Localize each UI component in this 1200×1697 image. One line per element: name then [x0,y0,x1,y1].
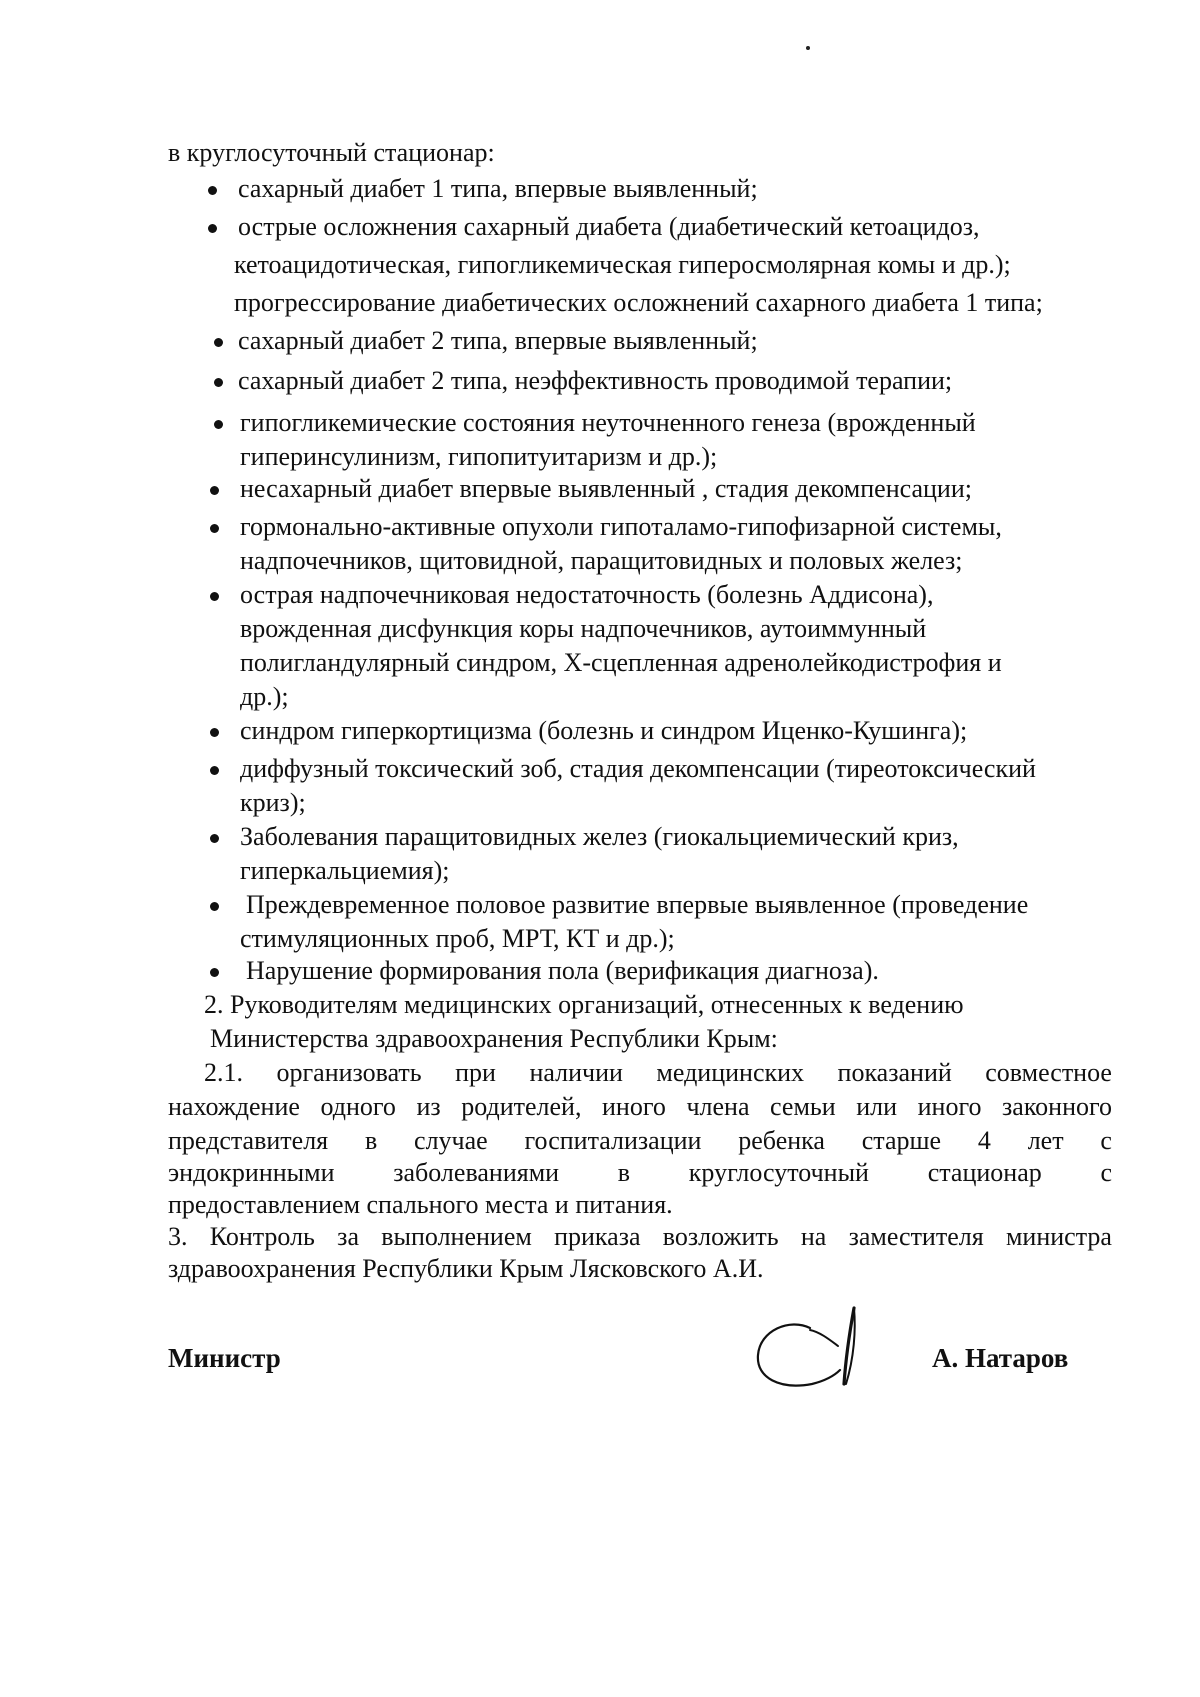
justified-line [204,1058,1112,1088]
word: представителя [168,1126,329,1155]
list-bullet [210,524,219,533]
list-line: кетоацидотическая, гипогликемическая гиперосмолярная комы и др.); [234,250,1011,279]
list-bullet [210,902,219,911]
word: родителей, [461,1092,582,1121]
point-2-line: Министерства здравоохранения Республики Крым: [210,1024,778,1053]
list-line: стимуляционных проб, МРТ, КТ и др.); [240,924,675,953]
list-line: полигландулярный синдром, Х-сцепленная адренолейкодистрофия и [240,648,1002,677]
word: ребенка [738,1126,825,1155]
list-line: др.); [240,682,289,711]
word: иного [917,1092,982,1121]
list-line: сахарный диабет 1 типа, впервые выявленный; [238,174,758,203]
minister-label: Министр [168,1343,281,1373]
word: выполнением [381,1222,532,1251]
list-line: диффузный токсический зоб, стадия декомпенсации (тиреотоксический [240,754,1036,783]
word: заместителя [848,1222,984,1251]
list-line: врожденная дисфункция коры надпочечников, аутоиммунный [240,614,927,643]
word: организовать [276,1058,422,1087]
word: с [1100,1158,1112,1187]
word: 2.1. [204,1058,243,1087]
list-bullet [208,186,217,195]
word: показаний [837,1058,952,1087]
list-line: гипогликемические состояния неуточненного генеза (врожденный [240,408,976,437]
list-line: Нарушение формирования пола (верификация диагноза). [246,956,879,985]
word: лет [1027,1126,1064,1155]
word: 4 [977,1126,991,1155]
signer-name: А. Натаров [932,1343,1069,1373]
point-2-line: 2. Руководителям медицинских организаций, отнесенных к ведению [204,990,964,1019]
list-line: несахарный диабет впервые выявленный , стадия декомпенсации; [240,474,972,503]
list-line: синдром гиперкортицизма (болезнь и синдром Иценко-Кушинга); [240,716,968,745]
word: случае [414,1126,488,1155]
list-line: Заболевания паращитовидных желез (гиокальциемический криз, [240,822,959,851]
word: приказа [554,1222,641,1251]
point-2-1-last-line: предоставлением спального места и питания. [168,1190,673,1219]
point-3-last-line: здравоохранения Республики Крым Лясковского А.И. [168,1254,764,1283]
word: из [416,1092,441,1121]
list-bullet [210,592,219,601]
word: заболеваниями [393,1158,560,1187]
word: одного [320,1092,396,1121]
list-bullet [210,486,219,495]
justified-line [168,1222,1112,1252]
list-bullet [214,378,223,387]
justified-line [168,1092,1112,1122]
word: медицинских [656,1058,805,1087]
scan-speck [806,46,810,50]
justified-line [168,1126,1112,1156]
word: в [364,1126,378,1155]
word: при [455,1058,496,1087]
word: семьи [770,1092,836,1121]
word: в [617,1158,631,1187]
list-line: прогрессирование диабетических осложнений сахарного диабета 1 типа; [234,288,1043,317]
list-bullet [208,224,217,233]
word: члена [686,1092,750,1121]
word: на [800,1222,827,1251]
list-line: гиперинсулинизм, гипопитуитаризм и др.); [240,442,718,471]
list-bullet [210,766,219,775]
list-line: острые осложнения сахарный диабета (диабетический кетоацидоз, [238,212,980,241]
word: наличии [529,1058,623,1087]
list-line: острая надпочечниковая недостаточность (болезнь Аддисона), [240,580,934,609]
word: старше [861,1126,942,1155]
word: эндокринными [168,1158,335,1187]
word: 3. [168,1222,188,1251]
word: с [1100,1126,1112,1155]
word: возложить [662,1222,779,1251]
list-bullet [210,968,219,977]
list-line: Преждевременное половое развитие впервые выявленное (проведение [246,890,1029,919]
list-line: гормонально-активные опухоли гипоталамо-гипофизарной системы, [240,512,1002,541]
list-line: сахарный диабет 2 типа, неэффективность проводимой терапии; [238,366,953,395]
word: министра [1005,1222,1112,1251]
word: госпитализации [524,1126,702,1155]
word: круглосуточный [688,1158,869,1187]
list-line: криз); [240,788,306,817]
word: стационар [927,1158,1042,1187]
word: за [337,1222,359,1251]
word: нахождение [168,1092,300,1121]
list-bullet [210,834,219,843]
signature-icon [750,1300,880,1400]
list-line: гиперкальциемия); [240,856,450,885]
list-bullet [214,338,223,347]
list-bullet [210,728,219,737]
word: совместное [985,1058,1112,1087]
list-line: надпочечников, щитовидной, паращитовидных и половых желез; [240,546,963,575]
word: иного [602,1092,666,1121]
word: Контроль [209,1222,315,1251]
word: законного [1002,1092,1112,1121]
word: или [856,1092,898,1121]
list-line: сахарный диабет 2 типа, впервые выявленный; [238,326,758,355]
justified-line [168,1158,1112,1188]
intro-line: в круглосуточный стационар: [168,138,495,167]
list-bullet [214,420,223,429]
